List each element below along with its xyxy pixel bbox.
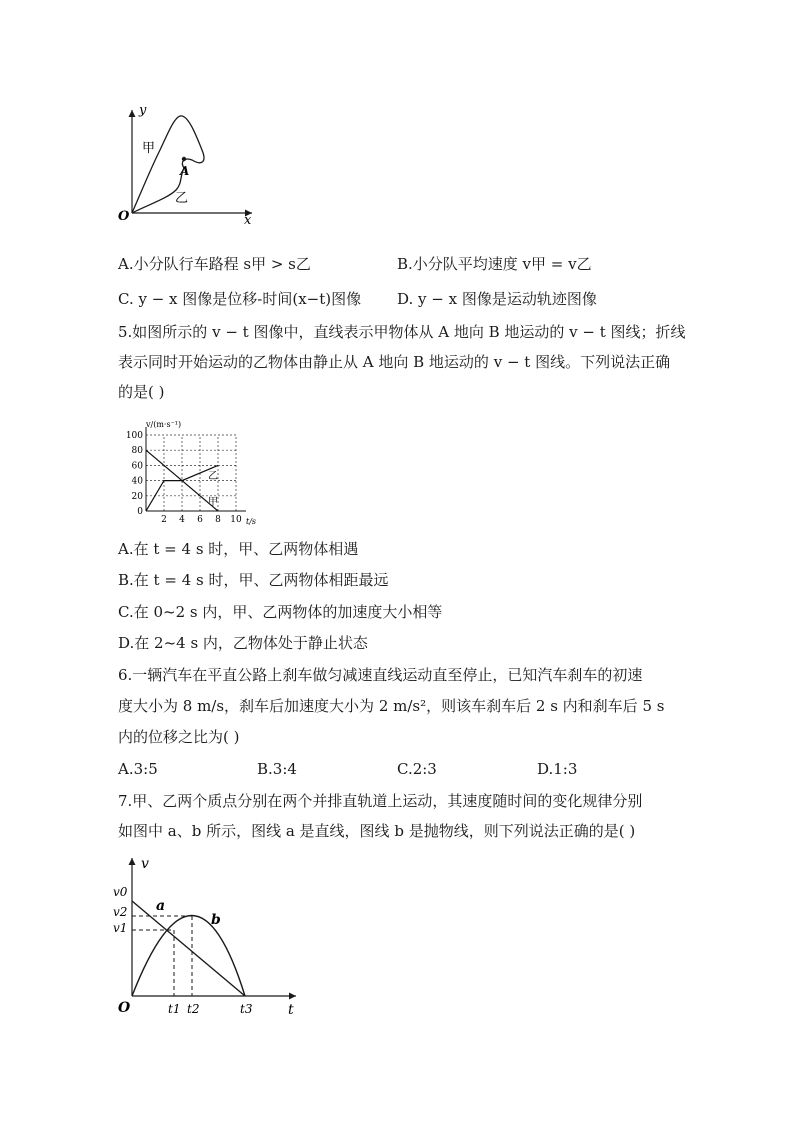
t1-label: t1: [168, 1002, 181, 1016]
q5-option-b[interactable]: B.在 t = 4 s 时，甲、乙两物体相距最远: [118, 571, 389, 589]
origin-label: O: [118, 209, 130, 224]
point-a-label: A: [180, 164, 190, 178]
q6-stem-line2: 度大小为 8 m/s，刹车后加速度大小为 2 m/s²，则该车刹车后 2 s 内和刹车后 5 s: [118, 697, 665, 715]
vt-x-tick-label: 4: [179, 515, 185, 525]
q6-option-b[interactable]: B.3:4: [257, 760, 297, 778]
curve-jia-label: 甲: [142, 141, 156, 156]
q7-stem-line1: 7.甲、乙两个质点分别在两个并排直轨道上运动，其速度随时间的变化规律分别: [118, 792, 643, 810]
t-axis-label: t: [288, 1002, 294, 1018]
v0-label: v0: [113, 885, 128, 899]
t3-label: t3: [240, 1002, 253, 1016]
q5-option-d[interactable]: D.在 2~4 s 内，乙物体处于静止状态: [118, 634, 368, 652]
q6-stem-line1: 6.一辆汽车在平直公路上刹车做匀减速直线运动直至停止，已知汽车刹车的初速: [118, 666, 643, 684]
q6-stem-line3: 内的位移之比为( ): [118, 728, 240, 746]
vt-x-tick-label: 6: [197, 515, 203, 525]
vt-y-tick-label: 100: [125, 431, 143, 441]
vt-y-tick-label: 0: [137, 507, 143, 517]
q4-option-d[interactable]: D. y − x 图像是运动轨迹图像: [397, 290, 597, 308]
vt-x-tick-label: 2: [161, 515, 167, 525]
q5-stem-line1: 5.如图所示的 v − t 图像中，直线表示甲物体从 A 地向 B 地运动的 v − t 图线；折线: [118, 323, 686, 341]
vt-chart: [112, 415, 272, 527]
t2-label: t2: [187, 1002, 200, 1016]
trajectory-figure: [112, 100, 262, 225]
x-axis-label: x: [244, 213, 252, 225]
vt-ylabel: v/(m·s⁻¹): [146, 420, 182, 429]
q5-stem-line3: 的是( ): [118, 383, 165, 401]
q5-stem-line2: 表示同时开始运动的乙物体由静止从 A 地向 B 地运动的 v − t 图线。下列说法正确: [118, 353, 671, 371]
q4-option-a[interactable]: A.小分队行车路程 s甲 > s乙: [118, 255, 311, 273]
q4-option-c[interactable]: C. y − x 图像是位移-时间(x−t)图像: [118, 290, 362, 308]
ab-velocity-figure: [112, 852, 307, 1020]
y-axis-label: y: [139, 103, 147, 118]
q5-option-c[interactable]: C.在 0~2 s 内，甲、乙两物体的加速度大小相等: [118, 603, 443, 621]
q5-option-a[interactable]: A.在 t = 4 s 时，甲、乙两物体相遇: [118, 540, 359, 558]
curve-a-label: a: [156, 898, 166, 914]
vt-y-tick-label: 20: [131, 491, 143, 502]
vt-y-tick-label: 60: [131, 461, 143, 472]
vt-x-tick-label: 8: [215, 515, 221, 525]
vt-xlabel: t/s: [246, 517, 257, 526]
v1-label: v1: [113, 921, 128, 935]
v2-label: v2: [113, 905, 128, 919]
curve-b-label: b: [211, 912, 221, 928]
point-a-dot: [182, 157, 186, 161]
vt-y-tick-label: 80: [131, 446, 143, 457]
parabola-b: [132, 916, 245, 997]
q6-option-a[interactable]: A.3:5: [118, 760, 158, 778]
curve-yi-label: 乙: [175, 191, 189, 206]
q7-stem-line2: 如图中 a、b 所示，图线 a 是直线，图线 b 是抛物线，则下列说法正确的是( ): [118, 822, 636, 840]
q6-option-d[interactable]: D.1:3: [537, 760, 578, 778]
q6-option-c[interactable]: C.2:3: [397, 760, 437, 778]
vt-x-tick-label: 10: [230, 515, 242, 525]
q4-option-b[interactable]: B.小分队平均速度 v甲 = v乙: [397, 255, 592, 273]
v-axis-label: v: [141, 856, 149, 872]
vt-series-jia-label: 甲: [208, 497, 218, 508]
origin-label: O: [118, 1000, 131, 1016]
curve-jia: [132, 116, 204, 213]
vt-y-tick-label: 40: [131, 476, 143, 487]
vt-series-yi-label: 乙: [208, 471, 218, 482]
